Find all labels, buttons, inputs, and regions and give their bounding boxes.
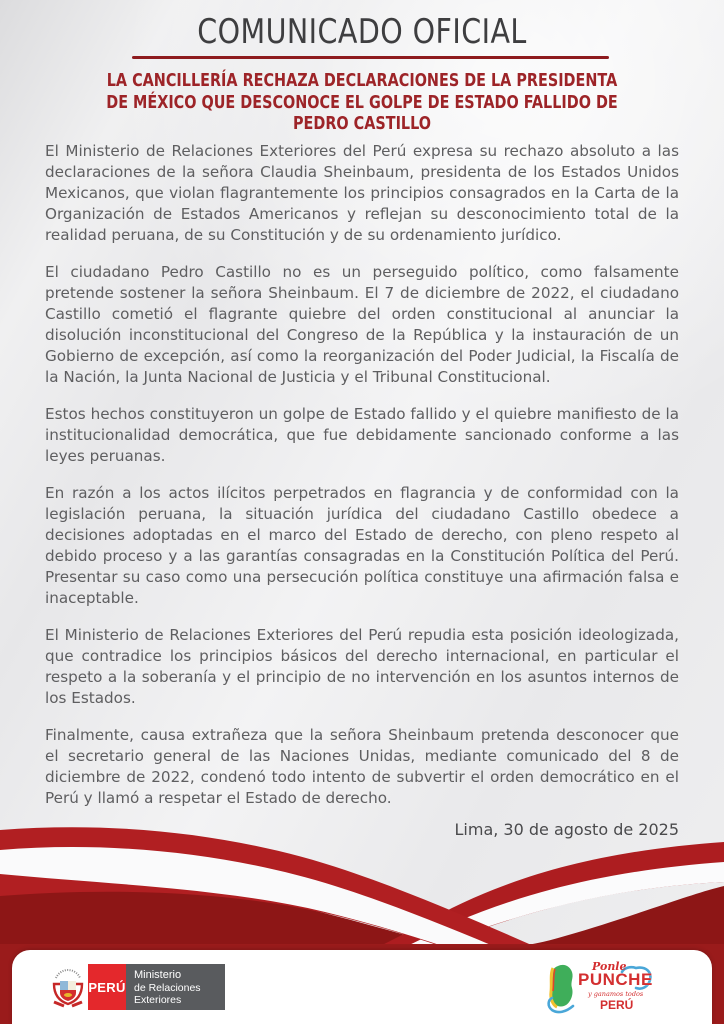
- subtitle-line: PEDRO CASTILLO: [292, 113, 432, 134]
- ministry-name-line1: Ministerio: [134, 968, 182, 981]
- paragraph: El Ministerio de Relaciones Exteriores del Perú repudia esta posición ideologizada, que contradice los principios básicos del derecho internacional, en particular el respeto a la soberanía y el principio de no intervención en los asuntos internos de los Estados.: [45, 626, 679, 707]
- paragraph: Estos hechos constituyeron un golpe de Estado fallido y el quiebre manifiesto de la institucionalidad democrática, que fue debidamente sancionado conforme a las leyes peruanas.: [45, 405, 679, 465]
- paragraph: En razón a los actos ilícitos perpetrados en flagrancia y de conformidad con la legislación peruana, la situación jurídica del ciudadano Castillo obedece a decisiones adoptadas en el marco del Estado de derecho, con pleno respeto al debido proceso y a las garantías consagradas en la Constitución Política del Perú. Presentar su caso como una persecución política constituye una afirmación falsa e inaceptable.: [45, 484, 679, 607]
- paragraph: El ciudadano Pedro Castillo no es un perseguido político, como falsamente pretende sostener la señora Sheinbaum. El 7 de diciembre de 2022, el ciudadano Castillo cometió el flagrante quiebre del orden constitucional al anunciar la disolución inconstitucional del Congreso de la República y la instauración de un Gobierno de excepción, así como la reorganización del Poder Judicial, la Fiscalía de la Nación, la Junta Nacional de Justicia y el Tribunal Constitucional.: [45, 263, 679, 386]
- peru-label: PERÚ: [88, 979, 126, 995]
- subtitle-line: LA CANCILLERÍA RECHAZA DECLARACIONES DE LA PRESIDENTA: [106, 70, 618, 91]
- paragraph: El Ministerio de Relaciones Exteriores del Perú expresa su rechazo absoluto a las declaraciones de la señora Claudia Sheinbaum, presidenta de los Estados Unidos Mexicanos, que violan flagrantemente los principios consagrados en la Carta de la Organización de Estados Americanos y reflejan su desconocimiento total de la realidad peruana, de su Constitución y de su ordenamiento jurídico.: [45, 142, 679, 244]
- page-title: COMUNICADO OFICIAL: [197, 12, 527, 52]
- campaign-line-punche: PUNCHE: [578, 970, 653, 989]
- campaign-line-ponle: Ponle: [592, 960, 627, 973]
- subtitle-line: DE MÉXICO QUE DESCONOCE EL GOLPE DE ESTADO FALLIDO DE: [106, 91, 618, 113]
- communique-body: [45, 141, 679, 840]
- title-underline: [132, 56, 609, 59]
- footer-panel: [12, 950, 712, 1024]
- campaign-line-ganamos: y ganamos todos: [588, 990, 644, 998]
- communique-subtitle: [0, 70, 724, 135]
- campaign-line-peru: PERÚ: [600, 998, 634, 1012]
- dateline: Lima, 30 de agosto de 2025: [454, 820, 679, 839]
- ministry-name-box: [126, 964, 225, 1010]
- paragraph: Finalmente, causa extrañeza que la señora Sheinbaum pretenda desconocer que el secretario general de las Naciones Unidas, mediante comunicado del 8 de diciembre de 2022, condenó todo intento de subvertir el orden democrático en el Perú y llamó a respetar el Estado de derecho.: [45, 726, 679, 807]
- ponle-punche-peru-logo: [540, 954, 660, 1020]
- ministry-name-line2: de Relaciones Exteriores: [134, 981, 201, 1006]
- peru-wordmark: [88, 964, 126, 1010]
- peru-coat-of-arms-icon: [48, 964, 88, 1010]
- ministry-logo: [48, 964, 225, 1010]
